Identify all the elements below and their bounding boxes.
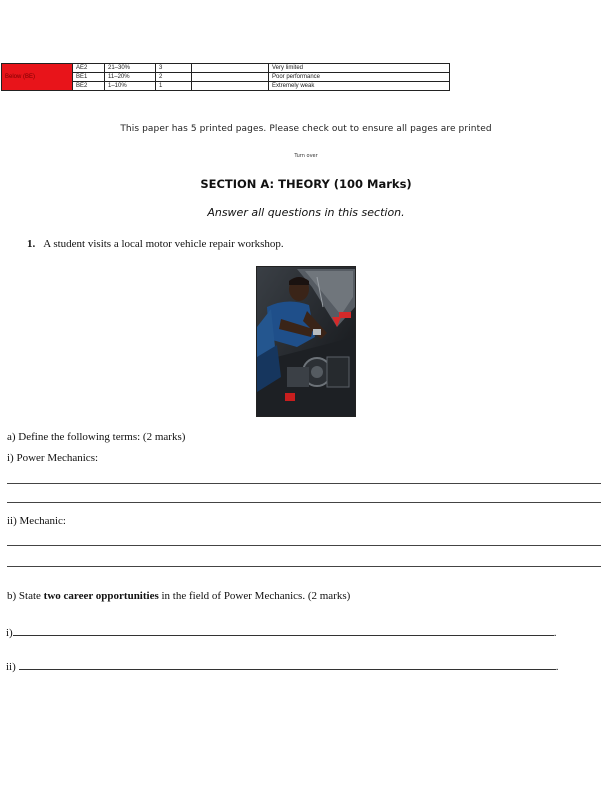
answer-line[interactable]: [7, 502, 601, 503]
printed-pages-note: This paper has 5 printed pages. Please check out to ensure all pages are printed: [120, 124, 492, 134]
part-b-answer-ii[interactable]: [6, 659, 559, 673]
part-b-prompt-bold: two career opportunities: [43, 590, 159, 602]
answer-line[interactable]: [7, 545, 601, 546]
part-a-item-ii-label: ii) Mechanic:: [7, 515, 66, 527]
part-b-answer-i[interactable]: [6, 625, 556, 639]
grade-cell-blank: [192, 73, 269, 82]
grade-cell-blank: [192, 82, 269, 91]
part-b-prompt-start: b) State: [7, 590, 44, 602]
answer-i-blank[interactable]: [13, 625, 554, 636]
grade-cell-code: AE2: [73, 64, 105, 73]
grade-cell-range: 1–10%: [105, 82, 156, 91]
mechanic-photo: [256, 266, 356, 417]
turn-over-note: Turn over: [294, 153, 318, 159]
grade-cell-band: Below (BE): [2, 64, 73, 91]
grade-cell-remark: Extremely weak: [269, 82, 450, 91]
question-number: 1.: [27, 238, 36, 250]
answer-i-label: i): [6, 627, 13, 639]
grade-cell-blank: [192, 64, 269, 73]
section-title: SECTION A: THEORY (100 Marks): [200, 177, 412, 191]
section-instruction: Answer all questions in this section.: [207, 206, 405, 219]
grade-cell-points: 1: [156, 82, 192, 91]
answer-i-end: .: [553, 627, 557, 639]
question-text: A student visits a local motor vehicle repair workshop.: [43, 238, 284, 250]
grade-cell-range: 21–30%: [105, 64, 156, 73]
grade-cell-remark: Poor performance: [269, 73, 450, 82]
grade-cell-code: BE2: [73, 82, 105, 91]
grade-cell-code: BE1: [73, 73, 105, 82]
grade-table: [1, 63, 450, 91]
part-a-prompt: a) Define the following terms: (2 marks): [7, 431, 186, 443]
question-1: [27, 238, 284, 250]
grade-row: [2, 64, 450, 73]
part-b-prompt: [7, 590, 350, 602]
grade-cell-points: 3: [156, 64, 192, 73]
part-a-item-i-label: i) Power Mechanics:: [7, 452, 99, 464]
answer-line[interactable]: [7, 566, 601, 567]
answer-ii-label: ii): [6, 661, 16, 673]
grade-cell-remark: Very limited: [269, 64, 450, 73]
answer-ii-end: .: [555, 661, 559, 673]
grade-cell-range: 11–20%: [105, 73, 156, 82]
part-b-prompt-end: in the field of Power Mechanics. (2 marks): [158, 590, 351, 602]
answer-line[interactable]: [7, 483, 601, 484]
grade-cell-points: 2: [156, 73, 192, 82]
answer-ii-blank[interactable]: [19, 659, 556, 670]
